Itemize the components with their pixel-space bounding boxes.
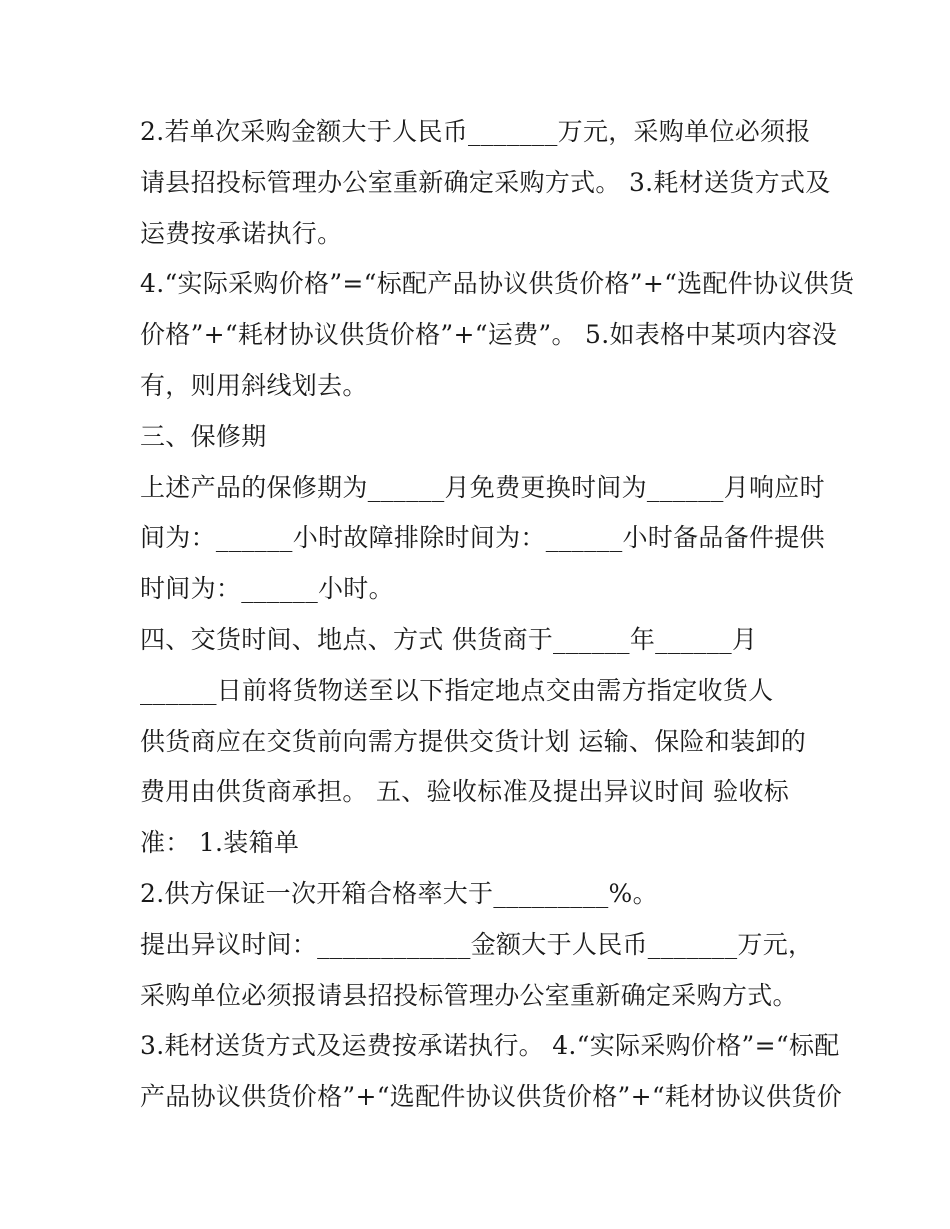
text-line: 2.供方保证一次开箱合格率大于_________%。 bbox=[140, 878, 658, 908]
text-line: 四、交货时间、地点、方式 供货商于______年______月 bbox=[140, 624, 758, 654]
text-line: 时间为：______小时。 bbox=[140, 574, 394, 604]
document-body bbox=[140, 107, 855, 1123]
text-line: 3.耗材送货方式及运费按承诺执行。 4.“实际采购价格”=“标配 bbox=[140, 1031, 840, 1061]
text-line: 4.“实际采购价格”=“标配产品协议供货价格”+“选配件协议供货 bbox=[140, 269, 855, 299]
text-line: 费用由供货商承担。 五、验收标准及提出异议时间 验收标 bbox=[140, 777, 789, 807]
text-line: 请县招投标管理办公室重新确定采购方式。 3.耗材送货方式及 bbox=[140, 167, 831, 197]
text-line: 产品协议供货价格”+“选配件协议供货价格”+“耗材协议供货价 bbox=[140, 1082, 843, 1112]
text-line: ______日前将货物送至以下指定地点交由需方指定收货人 bbox=[140, 675, 774, 705]
text-line: 间为：______小时故障排除时间为：______小时备品备件提供 bbox=[140, 523, 825, 553]
text-line: 有，则用斜线划去。 bbox=[140, 370, 368, 400]
text-line: 准： 1.装箱单 bbox=[140, 828, 300, 858]
text-line: 价格”+“耗材协议供货价格”+“运费”。 5.如表格中某项内容没 bbox=[140, 320, 838, 350]
text-line: 2.若单次采购金额大于人民币_______万元，采购单位必须报 bbox=[140, 117, 811, 146]
text-line: 供货商应在交货前向需方提供交货计划 运输、保险和装卸的 bbox=[140, 726, 807, 756]
text-line: 提出异议时间：____________金额大于人民币_______万元， bbox=[140, 929, 814, 959]
text-line: 采购单位必须报请县招投标管理办公室重新确定采购方式。 bbox=[140, 980, 798, 1010]
text-line: 运费按承诺执行。 bbox=[140, 218, 343, 248]
text-line: 上述产品的保修期为______月免费更换时间为______月响应时 bbox=[140, 472, 825, 502]
section-heading: 三、保修期 bbox=[140, 421, 267, 451]
